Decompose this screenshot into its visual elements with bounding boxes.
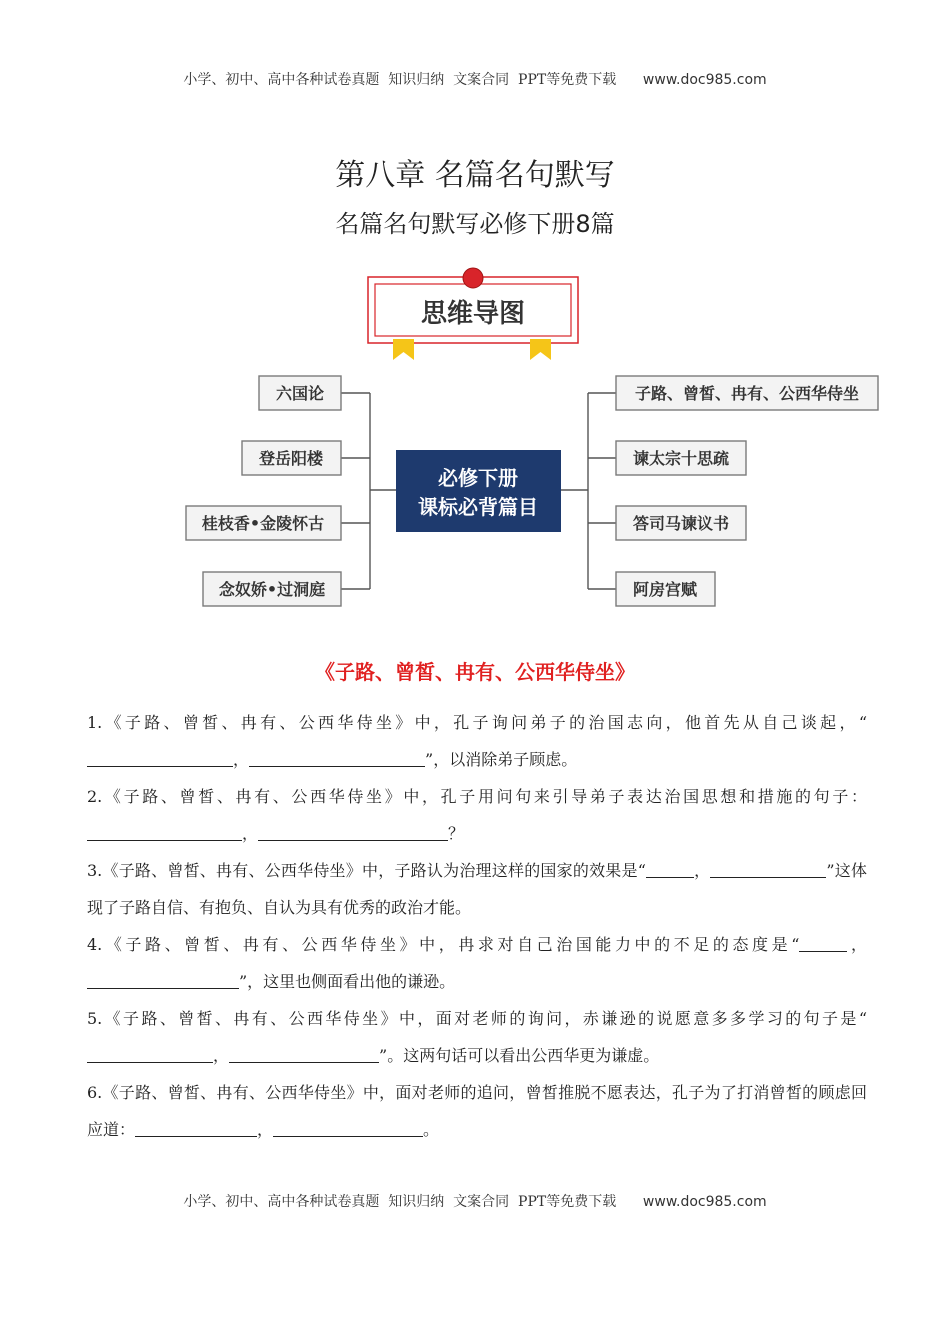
right-node <box>616 572 715 606</box>
right-node-label: 答司马谏议书 <box>632 514 730 533</box>
left-node-label: 念奴娇•过洞庭 <box>218 580 326 599</box>
left-node-label: 桂枝香•金陵怀古 <box>201 514 325 533</box>
header-tagline: 小学、初中、高中各种试卷真题 知识归纳 文案合同 PPT等免费下载 <box>183 72 617 88</box>
chapter-title: 第八章 名篇名句默写 <box>335 158 615 193</box>
answer-blank[interactable] <box>273 1116 423 1137</box>
header-site[interactable]: www.doc985.com <box>642 72 767 88</box>
banner-text: 思维导图 <box>420 299 526 329</box>
question-2: 2.《子路、曾皙、冉有、公西华侍坐》中，孔子用问句来引导弟子表达治国思想和措施的句子：， ？ <box>87 787 867 843</box>
left-node <box>186 506 341 540</box>
left-node <box>259 376 341 410</box>
right-node-label: 阿房宫赋 <box>632 580 698 599</box>
answer-blank[interactable] <box>87 820 242 841</box>
right-node <box>616 506 746 540</box>
ribbon-right-icon <box>530 339 551 360</box>
question-4: 4.《子路、曾皙、冉有、公西华侍坐》中，冉求对自己治国能力中的不足的态度是“ ，”，这里也侧面看出他的谦逊。 <box>87 926 867 1000</box>
subtitle: 名篇名句默写必修下册8篇 <box>335 210 615 238</box>
right-node-label: 谏太宗十思疏 <box>632 449 730 468</box>
right-node <box>616 376 878 410</box>
answer-blank[interactable] <box>249 746 425 767</box>
mindmap-banner <box>368 268 578 360</box>
footer-site[interactable]: www.doc985.com <box>642 1194 767 1210</box>
right-node-label: 子路、曾皙、冉有、公西华侍坐 <box>634 384 860 403</box>
center-line-2: 课标必背篇目 <box>418 495 538 519</box>
footer-tagline: 小学、初中、高中各种试卷真题 知识归纳 文案合同 PPT等免费下载 <box>183 1194 617 1210</box>
answer-blank[interactable] <box>87 968 239 989</box>
center-node <box>396 450 561 532</box>
answer-blank[interactable] <box>258 820 448 841</box>
left-node <box>242 441 341 475</box>
right-node <box>616 441 746 475</box>
question-3: 3.《子路、曾皙、冉有、公西华侍坐》中，子路认为治理这样的国家的效果是“ ， ”这体现了子路自信、有抱负、自认为具有优秀的政治才能。 <box>87 852 867 926</box>
answer-blank[interactable] <box>799 931 847 952</box>
pin-icon <box>463 268 483 288</box>
center-line-1: 必修下册 <box>438 466 518 490</box>
page-header <box>0 69 950 89</box>
question-list <box>87 704 867 1148</box>
question-6: 6.《子路、曾皙、冉有、公西华侍坐》中，面对老师的追问，曾皙推脱不愿表达，孔子为了打消曾皙的顾虑回应道： ， 。 <box>87 1083 867 1139</box>
section-title: 《子路、曾皙、冉有、公西华侍坐》 <box>315 660 635 684</box>
answer-blank[interactable] <box>87 1042 213 1063</box>
left-node <box>203 572 341 606</box>
answer-blank[interactable] <box>646 857 694 878</box>
mind-map <box>0 255 950 625</box>
page-footer <box>0 1191 950 1211</box>
question-1: 1.《子路、曾皙、冉有、公西华侍坐》中，孔子询问弟子的治国志向，他首先从自己谈起，“， ”，以消除弟子顾虑。 <box>87 713 867 769</box>
answer-blank[interactable] <box>710 857 826 878</box>
left-node-label: 登岳阳楼 <box>258 449 324 468</box>
question-5: 5.《子路、曾皙、冉有、公西华侍坐》中，面对老师的询问，赤谦逊的说愿意多多学习的句子是“， ”。这两句话可以看出公西华更为谦虚。 <box>87 1009 867 1065</box>
left-node-label: 六国论 <box>275 384 325 403</box>
ribbon-left-icon <box>393 339 414 360</box>
answer-blank[interactable] <box>135 1116 257 1137</box>
answer-blank[interactable] <box>87 746 233 767</box>
answer-blank[interactable] <box>229 1042 379 1063</box>
